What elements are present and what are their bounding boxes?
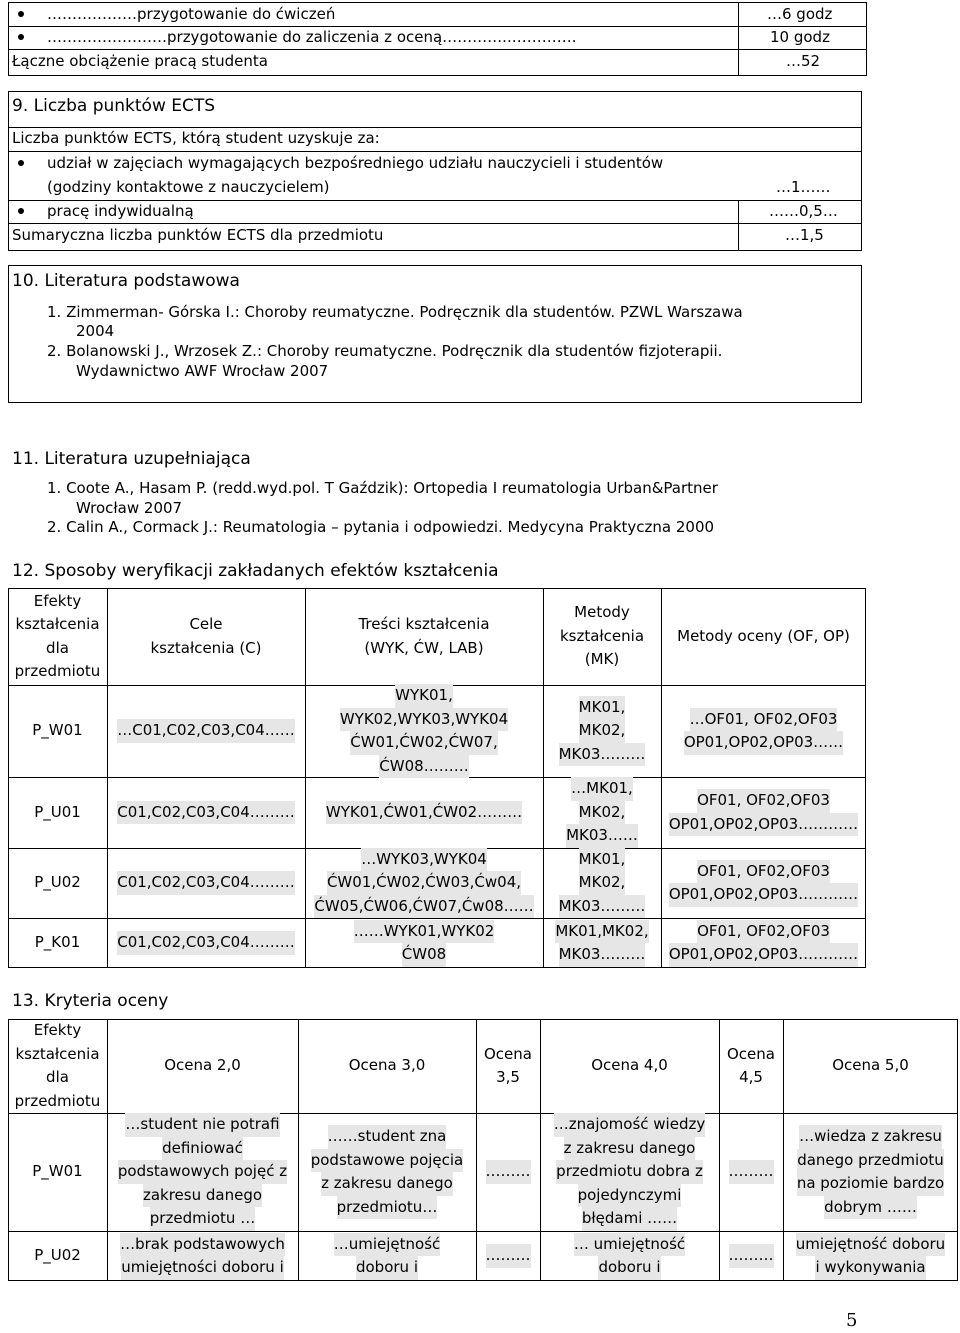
header-effects	[8, 588, 107, 685]
table-cell-content	[305, 918, 543, 968]
effect-code: P_U01	[34, 802, 81, 821]
ects-sum-value: …1,5	[785, 226, 824, 244]
workload-row-value: …6 godz	[767, 5, 833, 23]
workload-row-label: ……………………przygotowanie do zaliczenia z oceną…………..………….	[47, 28, 577, 46]
content-text: ĆW01,ĆW02,ĆW07,	[350, 731, 497, 755]
table-cell-goals	[107, 685, 305, 777]
methods-text: MK03……	[566, 824, 638, 848]
criteria-text: zakresu danego	[143, 1184, 262, 1208]
header-text: Efekty	[33, 591, 82, 610]
content-text: …WYK03,WYK04	[361, 848, 487, 872]
workload-row-label: ………………przygotowanie do ćwiczeń	[47, 5, 336, 23]
goals-text: C01,C02,C03,C04………	[117, 931, 295, 955]
lit-extra-line: 1. Coote A., Hasam P. (redd.wyd.pol. T Gaździk): Ortopedia I reumatologia Urban&Partner	[47, 479, 718, 497]
criteria-cell-grade-4	[540, 1231, 719, 1281]
content-text: ĆW08………	[379, 755, 468, 779]
effect-code: P_U02	[34, 873, 81, 892]
criteria-text: …znajomość wiedzy	[554, 1113, 705, 1137]
criteria-text: …wiedza z zakresu	[799, 1125, 942, 1149]
lit-extra-heading: 11. Literatura uzupełniająca	[12, 449, 251, 469]
header-goals	[107, 588, 305, 685]
header-text: kształcenia (C)	[150, 638, 262, 657]
table-cell-content	[305, 848, 543, 918]
criteria-cell-grade-4	[540, 1113, 719, 1231]
criteria-text: błędami ……	[582, 1207, 677, 1231]
lit-extra-line: Wrocław 2007	[76, 499, 183, 517]
criteria-text: danego przedmiotu	[797, 1149, 944, 1173]
table-cell-effect	[8, 777, 107, 848]
criteria-cell-grade-5	[783, 1113, 958, 1231]
criteria-text: podstawowych pojęć z	[118, 1160, 287, 1184]
header-text: kształcenia	[559, 626, 645, 645]
goals-text: …C01,C02,C03,C04……	[117, 719, 295, 743]
header-text: Ocena 4,0	[591, 1056, 668, 1075]
ects-item-value: …1……	[776, 178, 831, 196]
effect-code: P_W01	[32, 1162, 83, 1181]
criteria-text: z zakresu danego	[564, 1137, 696, 1161]
bullet-icon	[18, 11, 24, 17]
criteria-text: ………	[729, 1160, 774, 1184]
criteria-cell-grade-3-5	[476, 1113, 540, 1231]
header-text: Cele	[189, 615, 223, 633]
header-text: Treści kształcenia	[358, 615, 490, 633]
criteria-text: i wykonywania	[815, 1256, 925, 1280]
ects-intro: Liczba punktów ECTS, którą student uzyskuje za:	[12, 129, 380, 147]
content-text: ……WYK01,WYK02	[354, 920, 495, 944]
criteria-heading: 13. Kryteria oceny	[12, 991, 169, 1011]
table-cell-effect	[8, 848, 107, 918]
criteria-cell-grade-3-5	[476, 1231, 540, 1281]
assessment-text: OF01, OF02,OF03	[697, 860, 830, 884]
header-text: Ocena	[727, 1044, 775, 1063]
methods-text: MK03………	[559, 943, 646, 967]
workload-total-value: …52	[786, 52, 821, 70]
methods-text: …MK01,	[571, 777, 633, 801]
workload-row-value: 10 godz	[770, 28, 830, 46]
criteria-header-grade-5	[783, 1019, 958, 1113]
methods-text: MK01,	[579, 848, 626, 872]
table-cell-content	[305, 777, 543, 848]
criteria-cell-grade-3	[298, 1113, 476, 1231]
criteria-text: ……student zna	[328, 1125, 447, 1149]
lit-basic-line: 2. Bolanowski J., Wrzosek Z.: Choroby reumatyczne. Podręcznik dla studentów fizjoterapii.	[47, 342, 723, 360]
criteria-cell-effect	[8, 1113, 107, 1231]
criteria-text: ………	[486, 1160, 531, 1184]
bullet-icon	[18, 160, 24, 166]
goals-text: C01,C02,C03,C04………	[117, 871, 295, 895]
effect-code: P_K01	[34, 933, 81, 952]
criteria-cell-grade-5	[783, 1231, 958, 1281]
content-text: ĆW08	[402, 943, 446, 967]
criteria-cell-grade-3	[298, 1231, 476, 1281]
table-cell-methods	[543, 777, 661, 848]
header-text: dla	[46, 1068, 69, 1086]
criteria-text: na poziomie bardzo	[797, 1172, 944, 1196]
ects-item-label: (godziny kontaktowe z nauczycielem)	[47, 178, 330, 196]
table-cell-goals	[107, 848, 305, 918]
criteria-text: pojedynczymi	[578, 1184, 682, 1208]
criteria-text: podstawowe pojęcia	[311, 1149, 464, 1173]
ects-item-label: udział w zajęciach wymagających bezpośredniego udziału nauczycieli i studentów	[47, 154, 664, 172]
criteria-header-grade-4-5	[719, 1019, 783, 1113]
header-text: (WYK, ĆW, LAB)	[364, 638, 484, 657]
criteria-text: ………	[729, 1244, 774, 1268]
header-text: Ocena 2,0	[164, 1056, 241, 1075]
criteria-text: …student nie potrafi	[125, 1113, 279, 1137]
assessment-text: OF01, OF02,OF03	[697, 789, 830, 813]
header-text: Metody	[574, 603, 630, 622]
header-text: (MK)	[584, 650, 620, 669]
header-text: Ocena 5,0	[832, 1056, 909, 1075]
criteria-text: … umiejętność	[574, 1233, 685, 1257]
header-text: przedmiotu	[14, 1091, 101, 1110]
criteria-text: ………	[486, 1244, 531, 1268]
content-text: WYK01,ĆW01,ĆW02………	[326, 801, 522, 825]
criteria-cell-grade-4-5	[719, 1231, 783, 1281]
methods-text: MK03………	[559, 743, 646, 767]
lit-basic-line: 1. Zimmerman- Górska I.: Choroby reumatyczne. Podręcznik dla studentów. PZWL Warszawa	[47, 303, 743, 321]
criteria-text: definiować	[162, 1137, 243, 1161]
table-cell-goals	[107, 918, 305, 968]
criteria-header-grade-3	[298, 1019, 476, 1113]
effect-code: P_W01	[32, 721, 83, 740]
table-cell-assessment	[661, 848, 866, 918]
ects-heading: 9. Liczba punktów ECTS	[12, 96, 216, 116]
header-text: dla	[46, 638, 69, 657]
effect-code: P_U02	[34, 1246, 81, 1265]
header-text: kształcenia	[15, 1044, 100, 1063]
header-text: 3,5	[496, 1068, 520, 1086]
methods-text: MK02,	[579, 801, 626, 825]
content-text: ĆW01,ĆW02,ĆW03,Ćw04,	[327, 871, 521, 895]
assessment-text: OF01, OF02,OF03	[697, 920, 830, 944]
methods-text: MK02,	[579, 719, 626, 743]
methods-text: MK01,	[579, 696, 626, 720]
content-text: ĆW05,ĆW06,ĆW07,Ćw08……	[314, 895, 533, 919]
header-text: Ocena	[484, 1044, 532, 1063]
assessment-text: OP01,OP02,OP03…………	[669, 943, 858, 967]
methods-text: MK02,	[579, 871, 626, 895]
page-number: 5	[846, 1310, 858, 1331]
criteria-header-grade-4	[540, 1019, 719, 1113]
table-cell-content	[305, 685, 543, 777]
criteria-text: przedmiotu dobra z	[556, 1160, 703, 1184]
header-text: Ocena 3,0	[348, 1056, 426, 1075]
ects-item-label: pracę indywidualną	[47, 202, 194, 220]
criteria-text: …brak podstawowych	[120, 1233, 285, 1257]
ects-item-value: ……0,5…	[769, 202, 838, 220]
bullet-icon	[18, 208, 24, 214]
verification-heading: 12. Sposoby weryfikacji zakładanych efektów kształcenia	[12, 561, 499, 581]
table-cell-assessment	[661, 685, 866, 777]
criteria-text: przedmiotu …	[150, 1207, 255, 1231]
table-cell-effect	[8, 685, 107, 777]
criteria-text: z zakresu danego	[321, 1172, 453, 1196]
criteria-text: umiejętność doboru	[796, 1233, 945, 1257]
criteria-text: umiejętności doboru i	[121, 1256, 283, 1280]
table-cell-methods	[543, 918, 661, 968]
methods-text: MK01,MK02,	[555, 920, 648, 944]
lit-extra-line: 2. Calin A., Cormack J.: Reumatologia – pytania i odpowiedzi. Medycyna Praktyczna 2000	[47, 518, 715, 536]
table-cell-goals	[107, 777, 305, 848]
criteria-header-grade-3-5	[476, 1019, 540, 1113]
criteria-text: doboru i	[356, 1256, 418, 1280]
criteria-cell-grade-2	[107, 1231, 298, 1281]
ects-sum-label: Sumaryczna liczba punktów ECTS dla przedmiotu	[12, 226, 384, 244]
lit-basic-line: Wydawnictwo AWF Wrocław 2007	[76, 362, 329, 380]
assessment-text: …OF01, OF02,OF03	[690, 708, 838, 732]
header-methods	[543, 588, 661, 685]
header-text: przedmiotu	[14, 662, 101, 680]
table-cell-methods	[543, 848, 661, 918]
criteria-text: doboru i	[598, 1256, 660, 1280]
assessment-text: OP01,OP02,OP03…………	[669, 883, 858, 907]
header-text: 4,5	[739, 1068, 763, 1086]
methods-text: MK03………	[559, 895, 646, 919]
criteria-text: …umiejętność	[334, 1233, 441, 1257]
header-text: Efekty	[33, 1021, 82, 1039]
assessment-text: OP01,OP02,OP03……	[684, 731, 843, 755]
content-text: WYK02,WYK03,WYK04	[340, 708, 508, 732]
criteria-text: przedmiotu…	[337, 1196, 438, 1220]
criteria-cell-effect	[8, 1231, 107, 1281]
lit-basic-heading: 10. Literatura podstawowa	[12, 271, 240, 291]
lit-basic-line: 2004	[76, 322, 115, 340]
content-text: WYK01,	[395, 684, 453, 708]
criteria-text: dobrym ……	[824, 1196, 917, 1220]
criteria-cell-grade-2	[107, 1113, 298, 1231]
table-cell-methods	[543, 685, 661, 777]
criteria-header-grade-2	[107, 1019, 298, 1113]
header-assessment	[661, 588, 866, 685]
criteria-cell-grade-4-5	[719, 1113, 783, 1231]
header-text: Metody oceny (OF, OP)	[677, 626, 850, 645]
table-cell-effect	[8, 918, 107, 968]
assessment-text: OP01,OP02,OP03…………	[669, 813, 858, 837]
workload-total-label: Łączne obciążenie pracą studenta	[12, 52, 268, 70]
header-text: kształcenia	[15, 615, 100, 633]
table-cell-assessment	[661, 777, 866, 848]
table-cell-assessment	[661, 918, 866, 968]
goals-text: C01,C02,C03,C04………	[117, 801, 295, 825]
criteria-header-effects	[8, 1019, 107, 1113]
header-content	[305, 588, 543, 685]
bullet-icon	[18, 34, 24, 40]
